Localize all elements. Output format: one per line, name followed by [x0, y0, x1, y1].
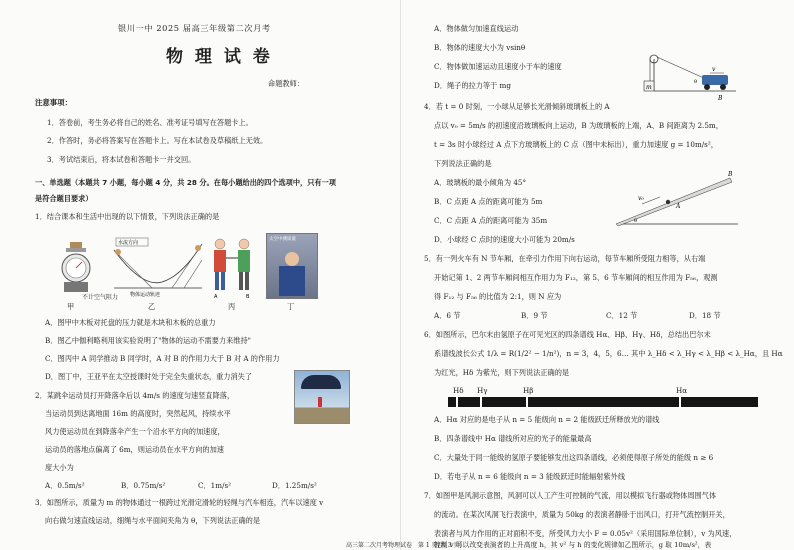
q5-line-2: 开始记第 1、2 两节车厢间相互作用力为 F₁₂，第 5、6 节车厢间的相互作用为 F₅₆，观测 — [434, 273, 718, 282]
q2-option-a: A．0.5m/s² — [45, 481, 85, 490]
section1-line2: 是符合题目要求） — [35, 194, 93, 203]
notice-heading: 注意事项： — [35, 98, 72, 107]
page-title: 物 理 试 卷 — [166, 47, 273, 67]
section1-line1: 一、单选题（本题共 7 小题，每小题 4 分，共 28 分。在每小题给出的四个选项中，只有一项 — [35, 178, 336, 187]
q5-option-b: B．9 节 — [521, 311, 548, 320]
school-header: 银川一中 2025 届高三年级第二次月考 — [118, 23, 271, 33]
q7-line-1: 7．如图甲是风洞示意图，风洞可以人工产生可控制的气流，用以模拟飞行器或物体周围气体 — [424, 491, 717, 500]
q2-line-4: 运动员的落地点偏离了 6m，则运动员在水平方向的加速 — [45, 445, 224, 454]
incline-figure — [612, 170, 742, 230]
q2-line-1: 2．某跳伞运动员打开降落伞后以 4m/s 的速度匀速竖直降落， — [35, 391, 235, 400]
q6-line-3: 为红光，Hδ 为紫光，则下列说法正确的是 — [434, 368, 570, 377]
spectrum-label-hgamma: Hγ — [477, 386, 488, 395]
space-class-photo — [266, 233, 318, 299]
notice-2: 2．作答时，务必将答案写在答题卡上。写在本试卷及草稿纸上无效。 — [47, 136, 268, 145]
notice-3: 3．考试结束后，将本试卷和答题卡一并交回。 — [47, 155, 196, 164]
q1-tag-airres: 不计空气阻力 — [82, 294, 119, 301]
q1-tag-water: 水流方向 — [118, 240, 139, 246]
scale-figure — [62, 242, 90, 292]
spectrum-bar — [448, 397, 758, 407]
fig-label-yi: 乙 — [148, 302, 156, 311]
q4-fig-a: A — [676, 203, 681, 210]
q3-option-d: D．绳子的拉力等于 mg — [434, 81, 511, 90]
svg-text:B: B — [246, 294, 250, 300]
column-divider — [400, 0, 401, 550]
fig-label-jia: 甲 — [67, 302, 75, 311]
spectrum-label-halpha: Hα — [676, 386, 688, 395]
q1-option-a: A．图甲中木板对托盘的压力就是木块和木板的总重力 — [45, 318, 216, 327]
q4-line-2: 点以 v₀ = 5m/s 的初速度沿玻璃板向上运动，B 为玻璃板的上端，A、B 间距离为 2.5m， — [434, 121, 723, 130]
q3-fig-v: v — [712, 66, 716, 73]
q3-line-2: 向右做匀速直线运动，细绳与水平面间夹角为 θ，下列说法正确的是 — [45, 516, 261, 525]
q1-option-d: D．图丁中，王亚平在太空授课时处于完全失重状态，重力消失了 — [45, 372, 253, 381]
galileo-figure — [114, 238, 202, 298]
q4-line-1: 4．若 t = 0 时刻，一小球从足够长光滑倾斜玻璃板上的 A — [424, 102, 610, 111]
q6-option-d: D．若电子从 n = 6 能级向 n = 3 能级跃迁时能辐射紫外线 — [434, 472, 626, 481]
q4-option-b: B．C 点距 A 点的距离可能为 5m — [434, 197, 543, 206]
q4-option-a: A．玻璃板的最小倾角为 45° — [434, 178, 527, 187]
spectrum-label-hbeta: Hβ — [523, 386, 534, 395]
q6-option-a: A．Hα 对应的是电子从 n = 5 能级向 n = 2 能级跃迁所释放光的谱线 — [434, 415, 660, 424]
notice-1: 1．答卷前，考生务必将自己的姓名、准考证号填写在答题卡上。 — [47, 118, 253, 127]
q6-line-1: 6．如图所示，巴尔末由氢原子在可见光区的四条谱线 Hα、Hβ、Hγ、Hδ，总结出巴尔末 — [424, 330, 711, 339]
q5-option-a: A．6 节 — [434, 311, 461, 320]
q2-option-d: D．1.25m/s² — [272, 481, 317, 490]
q3-option-b: B．物体的速度大小为 vsinθ — [434, 43, 526, 52]
q7-line-2: 的流动。在某次风洞飞行表演中，质量为 50kg 的表演者静卧于出风口，打开气流控制开关， — [434, 510, 730, 519]
q3-option-a: A．物体做匀加速直线运动 — [434, 24, 519, 33]
q7-line-3: 表演者与风力作用的正对面积不变，所受风力大小 F = 0.05v²（采用国际单位制），v 为风速， — [434, 529, 737, 538]
q4-line-3: t = 3s 时小球经过 A 点下方玻璃板上的 C 点（图中未标出），重力加速度 g = 10m/s²， — [434, 140, 718, 149]
push-figure — [214, 239, 250, 300]
parachute-photo — [294, 370, 350, 424]
svg-text:A: A — [214, 294, 218, 300]
q5-line-3: 得 F₁₂ 与 F₅₆ 的比值为 2:1，则 N 应为 — [434, 292, 562, 301]
q5-option-d: D．18 节 — [689, 311, 721, 320]
q4-line-4: 下列说法正确的是 — [434, 159, 492, 168]
q3-fig-m: m — [646, 84, 652, 91]
q4-option-d: D．小球经 C 点时的速度大小可能为 20m/s — [434, 235, 575, 244]
q4-option-c: C．C 点距 A 点的距离可能为 35m — [434, 216, 548, 225]
q2-option-c: C．1m/s² — [198, 481, 232, 490]
q5-line-1: 5．有一列火车有 N 节车厢，在牵引力作用下向右运动，每节车厢所受阻力相等，从右端 — [424, 254, 706, 263]
q1-tag-space: 太空中测质量 — [269, 237, 296, 242]
q6-option-c: C．大量处于同一能级的氢原子要能够发出这四条谱线，必须使得原子所处的能级 n ≥ 6 — [434, 453, 714, 462]
spectrum-label-hdelta: Hδ — [453, 386, 464, 395]
q4-fig-b: B — [728, 171, 733, 178]
q2-option-b: B．0.75m/s² — [121, 481, 166, 490]
q2-line-5: 度大小为 — [45, 463, 74, 472]
q2-line-2: 当运动员到达离地面 16m 的高度时，突然起风，持续水平 — [45, 409, 231, 418]
q4-fig-theta: θ — [634, 218, 638, 224]
q3-line-1: 3．如图所示，质量为 m 的物体通过一根跨过光滑定滑轮的轻绳与汽车相连，汽车以速度 v — [35, 498, 324, 507]
q6-option-b: B．四条谱线中 Hα 谱线所对应的光子的能量最高 — [434, 434, 592, 443]
setter-label: 命题教师： — [268, 79, 304, 88]
q1-option-c: C．图丙中 A 同学推动 B 同学时，A 对 B 的作用力大于 B 对 A 的作用力 — [45, 354, 280, 363]
q1-option-b: B．图乙中伽利略利用该实验说明了"物体的运动不需要力来维持" — [45, 336, 251, 345]
q2-line-3: 风力使运动员在到降落伞产生一个沿水平方向的加速度， — [45, 427, 225, 436]
fig-label-ding: 丁 — [287, 302, 295, 311]
q4-fig-v0: v₀ — [638, 195, 644, 202]
q3-fig-b: B — [718, 95, 723, 102]
q6-line-2: 系谱线波长公式 1/λ = R(1/2² − 1/n²)，n = 3，4，5，6… 其中 λ_Hδ < λ_Hγ < λ_Hβ < λ_Hα，且 Hα — [434, 349, 783, 358]
page-footer: 高三第二次月考物理试卷 第 1 页(共 3 页) — [346, 542, 462, 549]
q5-option-c: C．12 节 — [606, 311, 638, 320]
q1-tag-traj: 物体运动轨迹 — [130, 292, 161, 298]
q3-option-c: C．物体做加速运动且速度小于车的速度 — [434, 62, 562, 71]
q7-line-4: 控制 v 可以改变表演者的上升高度 h，其 v² 与 h 的变化规律如乙图所示，g 取 10m/s²，表 — [434, 541, 712, 549]
fig-label-bing: 丙 — [228, 302, 236, 311]
q3-fig-theta: θ — [694, 79, 698, 85]
pulley-car-figure — [640, 45, 740, 105]
q1-stem: 1．结合课本和生活中出现的以下情景，下列说法正确的是 — [35, 212, 220, 221]
